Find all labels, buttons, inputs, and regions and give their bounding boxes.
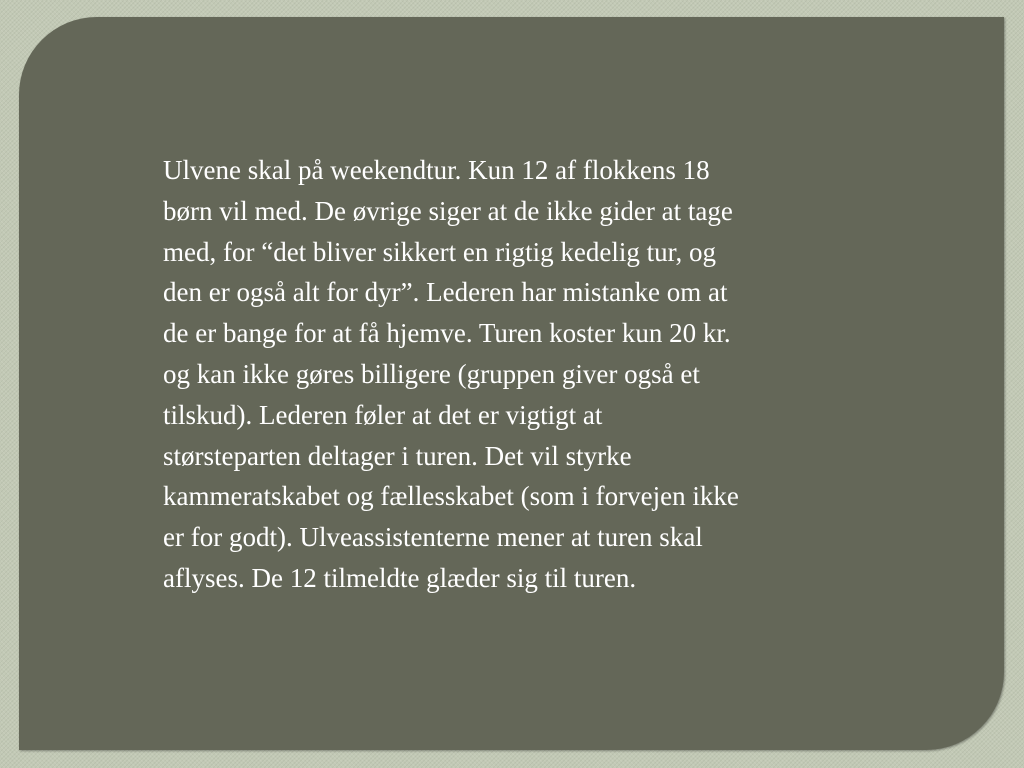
- text-line: aflyses. De 12 tilmeldte glæder sig til turen.: [163, 562, 637, 593]
- slide-panel: [19, 17, 1004, 750]
- text-line: de er bange for at få hjemve. Turen koster kun 20 kr.: [163, 318, 731, 349]
- text-line: tilskud). Lederen føler at det er vigtigt at: [163, 399, 603, 430]
- slide-body-text: [163, 150, 903, 599]
- text-line: kammeratskabet og fællesskabet (som i forvejen ikke: [163, 481, 739, 512]
- text-line: Ulvene skal på weekendtur. Kun 12 af flokkens 18: [163, 155, 710, 185]
- text-line: børn vil med. De øvrige siger at de ikke gider at tage: [163, 195, 733, 226]
- text-line: er for godt). Ulveassistenterne mener at turen skal: [163, 522, 703, 553]
- text-line: den er også alt for dyr”. Lederen har mistanke om at: [163, 277, 728, 308]
- text-line: med, for “det bliver sikkert en rigtig kedelig tur, og: [163, 236, 717, 267]
- text-line: størsteparten deltager i turen. Det vil styrke: [163, 440, 632, 471]
- text-line: og kan ikke gøres billigere (gruppen giver også et: [163, 358, 700, 389]
